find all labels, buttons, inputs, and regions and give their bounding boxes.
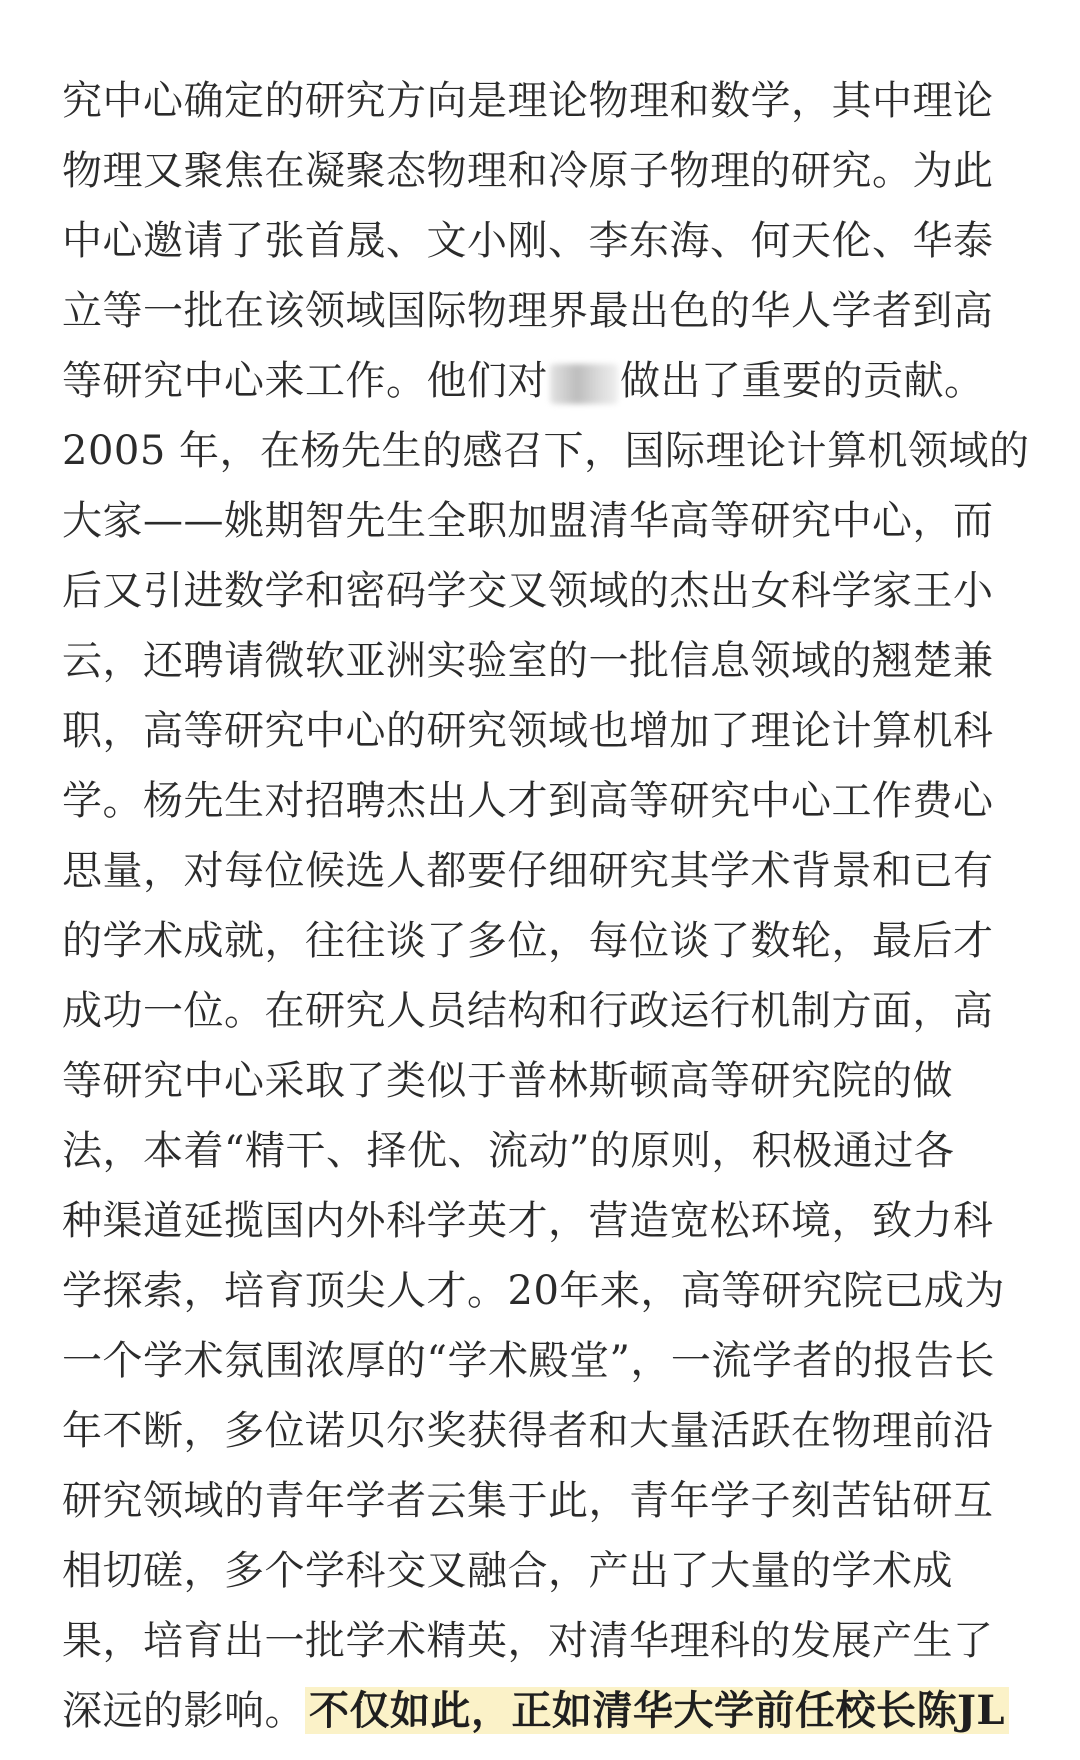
text-line: 学。杨先生对招聘杰出人才到高等研究中心工作费心 [62,778,994,824]
text-line: 果，培育出一批学术精英，对清华理科的发展产生了 [62,1618,994,1664]
text-line: 2005 年，在杨先生的感召下，国际理论计算机领域的 [62,428,1030,474]
text-line: 云，还聘请微软亚洲实验室的一批信息领域的翘楚兼 [62,638,994,684]
article-body [62,66,1030,1746]
text-line: 成功一位。在研究人员结构和行政运行机制方面，高 [62,988,994,1034]
text-line: 大家——姚期智先生全职加盟清华高等研究中心，而 [62,498,994,544]
text-line-with-highlight [62,1676,1022,1746]
text-line: 中心邀请了张首晟、文小刚、李东海、何天伦、华泰 [62,218,994,264]
highlighted-text: 不仅如此，正如清华大学前任校长陈JL [305,1687,1009,1734]
text-line: 的学术成就，往往谈了多位，每位谈了数轮，最后才 [62,918,994,964]
text-line: 研究领域的青年学者云集于此，青年学子刻苦钻研互 [62,1478,994,1524]
text-line: 物理又聚焦在凝聚态物理和冷原子物理的研究。为此 [62,148,994,194]
text-line: 职，高等研究中心的研究领域也增加了理论计算机科 [62,708,994,754]
text-line: 后又引进数学和密码学交叉领域的杰出女科学家王小 [62,568,994,614]
blurred-text-region [550,364,618,404]
text-line: 学探索，培育顶尖人才。20年来，高等研究院已成为 [62,1268,1005,1314]
text-fragment: 深远的影响。 [62,1688,305,1734]
text-line: 立等一批在该领域国际物理界最出色的华人学者到高 [62,288,994,334]
text-line-with-blur [62,346,1022,416]
text-fragment: 做出了重要的贡献。 [620,358,985,404]
text-line: 年不断，多位诺贝尔奖获得者和大量活跃在物理前沿 [62,1408,994,1454]
text-line: 究中心确定的研究方向是理论物理和数学，其中理论 [62,78,994,124]
text-line: 相切磋，多个学科交叉融合，产出了大量的学术成 [62,1548,953,1594]
text-fragment: 等研究中心来工作。他们对 [62,358,548,404]
text-line: 种渠道延揽国内外科学英才，营造宽松环境，致力科 [62,1198,994,1244]
text-line: 思量，对每位候选人都要仔细研究其学术背景和已有 [62,848,994,894]
text-line: 一个学术氛围浓厚的“学术殿堂”，一流学者的报告长 [62,1338,995,1384]
text-line: 法，本着“精干、择优、流动”的原则，积极通过各 [62,1128,955,1174]
text-line: 等研究中心采取了类似于普林斯顿高等研究院的做 [62,1058,953,1104]
